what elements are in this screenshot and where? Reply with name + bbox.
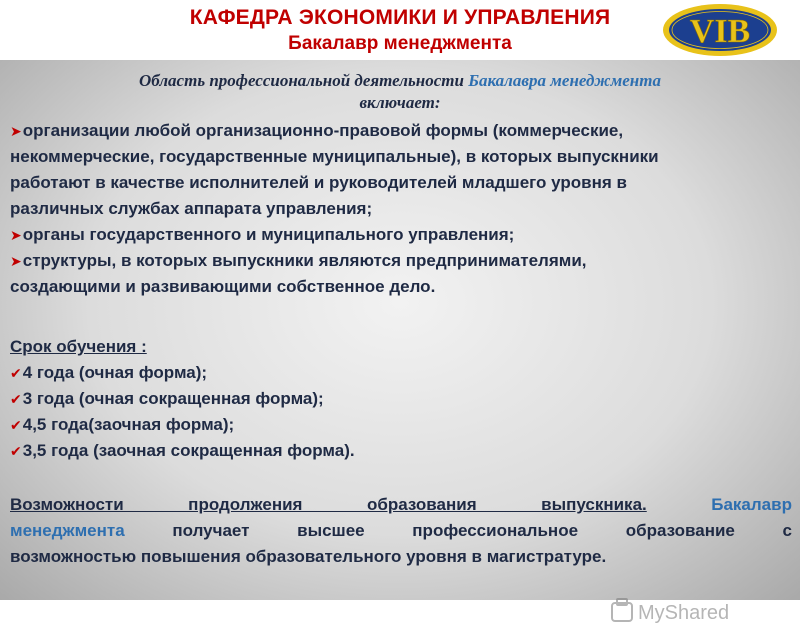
study-item: 4 года (очная форма); xyxy=(22,363,208,382)
outro-line xyxy=(10,518,792,544)
list-item xyxy=(10,248,790,300)
study-item: 3,5 года (заочная сокращенная форма). xyxy=(22,441,355,460)
arrow-bullet-icon: ➤ xyxy=(10,123,22,139)
watermark xyxy=(610,597,770,627)
list-item-line: организации любой организационно-правовой формы (коммерческие, xyxy=(22,121,624,140)
checkmark-icon: ✔ xyxy=(10,365,22,381)
department-title: КАФЕДРА ЭКОНОМИКИ И УПРАВЛЕНИЯ xyxy=(189,6,611,29)
study-item: 3 года (очная сокращенная форма); xyxy=(22,389,324,408)
content-panel xyxy=(0,60,800,624)
study-heading: Срок обучения : xyxy=(10,337,147,356)
outro-line xyxy=(10,492,792,518)
list-item xyxy=(10,438,790,464)
outro-accent-1: Бакалавр xyxy=(711,495,792,514)
intro-text xyxy=(0,70,800,114)
list-item-line: структуры, в которых выпускники являются предпринимателями, xyxy=(22,251,587,270)
list-item xyxy=(10,222,790,248)
list-item-line: создающими и развивающими собственное дело. xyxy=(10,277,436,296)
program-subtitle: Бакалавр менеджмента xyxy=(288,33,512,54)
checkmark-icon: ✔ xyxy=(10,443,22,459)
list-item xyxy=(10,412,790,438)
list-item-line: работают в качестве исполнителей и руководителей младшего уровня в xyxy=(10,173,627,192)
outro-line: возможностью повышения образовательного уровня в магистратуре. xyxy=(10,547,607,566)
list-item-line: органы государственного и муниципального управления; xyxy=(22,225,515,244)
list-item xyxy=(10,386,790,412)
logo-text: VIB xyxy=(689,13,751,50)
slide-header xyxy=(0,0,800,58)
outro-heading: Возможности продолжения образования выпускника. xyxy=(10,495,647,514)
list-item xyxy=(10,118,790,222)
list-item-line: различных службах аппарата управления; xyxy=(10,199,373,218)
list-item-line: некоммерческие, государственные муниципальные), в которых выпускники xyxy=(10,147,659,166)
further-education xyxy=(10,492,792,570)
arrow-bullet-icon: ➤ xyxy=(10,253,22,269)
intro-part2: включает: xyxy=(359,93,441,112)
vib-logo xyxy=(660,2,780,58)
intro-part1: Область профессиональной деятельности xyxy=(139,71,469,90)
list-item xyxy=(10,360,790,386)
study-duration xyxy=(10,334,790,464)
checkmark-icon: ✔ xyxy=(10,391,22,407)
watermark-text: MyShared xyxy=(638,602,730,624)
outro-accent-2: менеджмента xyxy=(10,521,125,540)
outro-text-2: получает высшее профессиональное образование с xyxy=(124,521,792,540)
study-item: 4,5 года(заочная форма); xyxy=(22,415,235,434)
areas-list xyxy=(10,118,790,300)
checkmark-icon: ✔ xyxy=(10,417,22,433)
arrow-bullet-icon: ➤ xyxy=(10,227,22,243)
intro-accent: Бакалавра менеджмента xyxy=(468,71,661,90)
